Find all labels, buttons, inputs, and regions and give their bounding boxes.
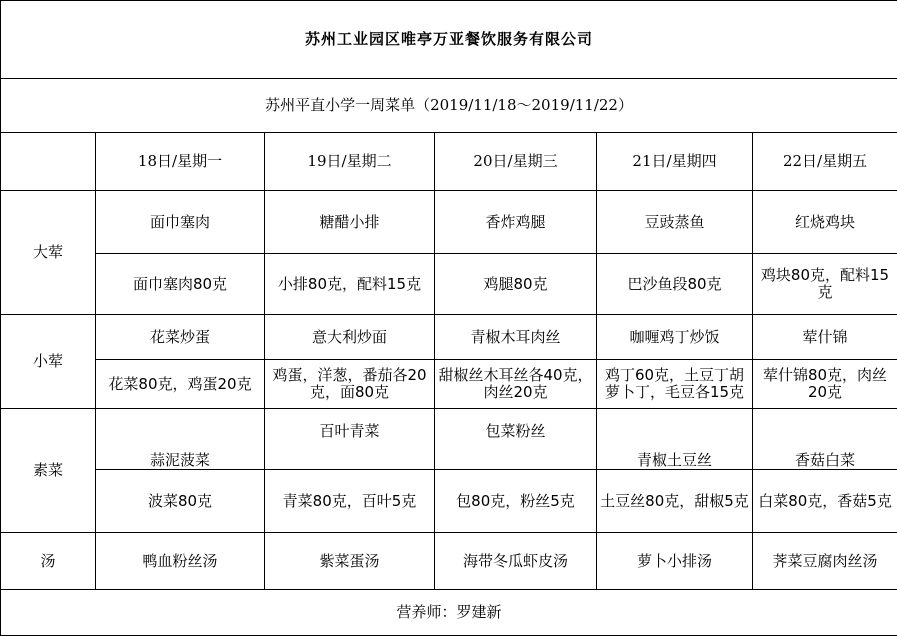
dish-name: 花菜炒蛋 [96,315,265,360]
category-label-soup: 汤 [1,533,96,590]
day-header: 22日/星期五 [753,133,897,191]
dish-name: 包菜粉丝 [435,409,597,470]
category-label-big-meat: 大荤 [1,191,96,315]
vegetable-dish-row [1,409,897,470]
vegetable-ingredient-row [1,470,897,533]
category-label-vegetable: 素菜 [1,409,96,533]
corner-cell [1,133,96,191]
dish-name: 紫菜蛋汤 [265,533,435,590]
nutritionist-credit: 营养师：罗建新 [1,590,897,636]
ingredient-text: 花菜80克，鸡蛋20克 [96,360,265,409]
dish-name: 荠菜豆腐肉丝汤 [753,533,897,590]
dish-name: 咖喱鸡丁炒饭 [597,315,753,360]
ingredient-text: 青菜80克，百叶5克 [265,470,435,533]
big-meat-ingredient-row [1,254,897,315]
ingredient-text: 波菜80克 [96,470,265,533]
dish-name: 豆豉蒸鱼 [597,191,753,254]
ingredient-text: 鸡腿80克 [435,254,597,315]
ingredient-text: 鸡丁60克，土豆丁胡萝卜丁，毛豆各15克 [597,360,753,409]
dish-name: 香菇白菜 [753,409,897,470]
dish-name: 萝卜小排汤 [597,533,753,590]
ingredient-text: 小排80克，配料15克 [265,254,435,315]
day-header: 20日/星期三 [435,133,597,191]
dish-name: 鸭血粉丝汤 [96,533,265,590]
dish-name: 意大利炒面 [265,315,435,360]
day-header: 19日/星期二 [265,133,435,191]
category-label-small-meat: 小荤 [1,315,96,409]
ingredient-text: 包80克，粉丝5克 [435,470,597,533]
dish-name: 蒜泥菠菜 [96,409,265,470]
days-header-row [1,133,897,191]
menu-subtitle: 苏州平直小学一周菜单（2019/11/18～2019/11/22） [1,79,897,133]
dish-name: 香炸鸡腿 [435,191,597,254]
dish-name: 海带冬瓜虾皮汤 [435,533,597,590]
ingredient-text: 鸡蛋，洋葱，番茄各20克，面80克 [265,360,435,409]
ingredient-text: 鸡块80克，配料15克 [753,254,897,315]
dish-name: 荤什锦 [753,315,897,360]
ingredient-text: 巴沙鱼段80克 [597,254,753,315]
ingredient-text: 荤什锦80克，肉丝20克 [753,360,897,409]
ingredient-text: 土豆丝80克，甜椒5克 [597,470,753,533]
small-meat-dish-row [1,315,897,360]
day-header: 21日/星期四 [597,133,753,191]
small-meat-ingredient-row [1,360,897,409]
ingredient-text: 甜椒丝木耳丝各40克，肉丝20克 [435,360,597,409]
soup-row [1,533,897,590]
dish-name: 糖醋小排 [265,191,435,254]
company-title: 苏州工业园区唯亭万亚餐饮服务有限公司 [1,1,897,79]
dish-name: 青椒土豆丝 [597,409,753,470]
big-meat-dish-row [1,191,897,254]
ingredient-text: 面巾塞肉80克 [96,254,265,315]
dish-name: 青椒木耳肉丝 [435,315,597,360]
ingredient-text: 白菜80克，香菇5克 [753,470,897,533]
day-header: 18日/星期一 [96,133,265,191]
dish-name: 红烧鸡块 [753,191,897,254]
dish-name: 面巾塞肉 [96,191,265,254]
dish-name: 百叶青菜 [265,409,435,470]
